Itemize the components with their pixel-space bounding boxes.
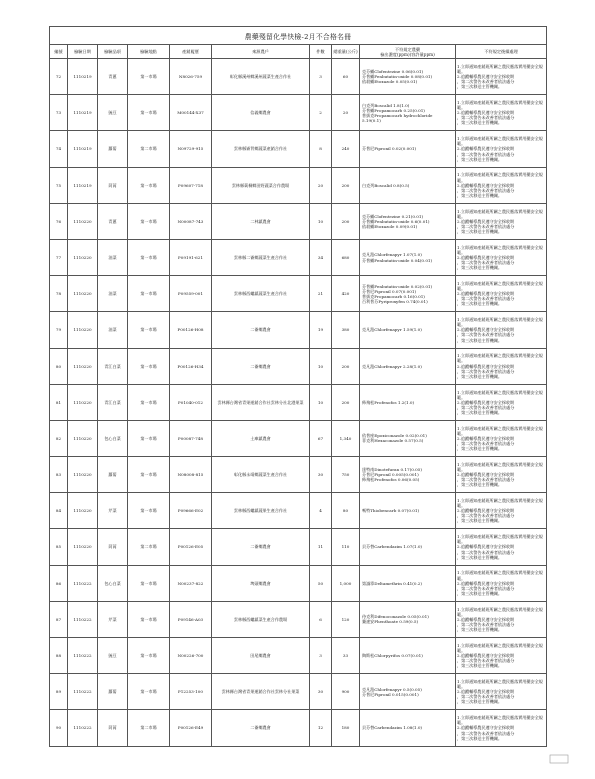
row-results: 待克利Difenoconazole 0.05(0.01) 賽速安Phenthoate 0.59(0.5) xyxy=(360,601,456,637)
row-followup-note: 1.立即通知產銷班所屬之農民應落實用藥安全規範。 2.追蹤輔導農民遵守安全採收期 ，第二次警告未改善者依法處分 ，第三次移送主管機關。 xyxy=(456,348,547,384)
row-weight: 33 xyxy=(332,638,360,674)
row-place: 第一市場 xyxy=(128,203,170,239)
row-results: 白克列Boscalid 1.8(1.0) 芬普蟎Propamocarb 0.25(0.01) 普拔克Propamocarb hydrochloride 5.19(0.1) xyxy=(360,95,456,131)
row-weight: 60 xyxy=(332,59,360,95)
header-weight: 總重量(公斤) xyxy=(332,45,360,59)
table-row xyxy=(50,276,547,312)
row-source: 雲林縣台灣省青果運銷合作社雲林分社北港果菜 xyxy=(212,384,310,420)
table-row xyxy=(50,312,547,348)
row-followup-note: 1.立即通知產銷班所屬之農民應落實用藥安全規範。 2.追蹤輔導農民遵守安全採收期 ，第二次警告未改善者依法處分 ，第三次移送主管機關。 xyxy=(456,710,547,746)
row-source: 雲林縣西螺鎮菜生產合作農場 xyxy=(212,601,310,637)
row-source: 二林鎮農會 xyxy=(212,203,310,239)
row-source: 土庫鎮農會 xyxy=(212,420,310,456)
header-date: 檢驗日期 xyxy=(68,45,98,59)
row-date: 1110219 xyxy=(68,59,98,95)
row-count: 8 xyxy=(310,131,332,167)
row-count: 10 xyxy=(310,384,332,420)
row-results: 芬普尼Fipronil 0.02(0.001) xyxy=(360,131,456,167)
row-count: 10 xyxy=(310,348,332,384)
row-source: 二崙鄉農會 xyxy=(212,710,310,746)
row-followup-note: 1.立即通知產銷班所屬之農民應落實用藥安全規範。 2.追蹤輔導農民遵守安全採收期 ，第二次警告未改善者依法處分 ，第三次移送主管機關。 xyxy=(456,529,547,565)
table-row xyxy=(50,601,547,637)
table-row xyxy=(50,638,547,674)
row-source: 二崙鄉農會 xyxy=(212,312,310,348)
row-no: 78 xyxy=(50,276,68,312)
row-followup-note: 1.立即通知產銷班所屬之農民應落實用藥安全規範。 2.追蹤輔導農民遵守安全採收期 ，第二次警告未改善者依法處分 ，第三次移送主管機關。 xyxy=(456,59,547,95)
row-date: 1110220 xyxy=(68,529,98,565)
row-no: 88 xyxy=(50,638,68,674)
row-no: 87 xyxy=(50,601,68,637)
row-followup-note: 1.立即通知產銷班所屬之農民應落實用藥安全規範。 2.追蹤輔導農民遵守安全採收期 ，第二次警告未改善者依法處分 ，第三次移送主管機關。 xyxy=(456,131,547,167)
row-place: 第一市場 xyxy=(128,457,170,493)
row-no: 79 xyxy=(50,312,68,348)
failed-list-table xyxy=(49,26,547,747)
table-row xyxy=(50,203,547,239)
row-code: P00126-E49 xyxy=(170,710,212,746)
row-weight: 380 xyxy=(332,312,360,348)
row-item: 蘿蔔 xyxy=(98,674,128,710)
row-no: 81 xyxy=(50,384,68,420)
row-source: 二崙鄉農會 xyxy=(212,348,310,384)
row-no: 83 xyxy=(50,457,68,493)
table-row xyxy=(50,529,547,565)
row-no: 90 xyxy=(50,710,68,746)
row-results: 貝芬替Carbendazim 1.07(1.0) xyxy=(360,529,456,565)
header-results: 不符規定農藥 檢出濃度(ppm)(容許量ppm) xyxy=(360,45,456,59)
row-place: 第一市場 xyxy=(128,601,170,637)
row-code: P00126-H34 xyxy=(170,348,212,384)
row-source: 雲林縣西螺鎮蔬菜生產合作社 xyxy=(212,276,310,312)
row-results: 芬普蟎Fenbutatin-oxide 0.02(0.01) 芬普尼Fipronil 0.07(0.001) 普拔克Propamocarb 0.16(0.01) 百利普芬Pyriproxyfen 0.74(0.01) xyxy=(360,276,456,312)
row-date: 1110219 xyxy=(68,95,98,131)
table-row xyxy=(50,674,547,710)
row-weight: 80 xyxy=(332,493,360,529)
row-weight: 200 xyxy=(332,384,360,420)
row-count: 3 xyxy=(310,638,332,674)
row-no: 89 xyxy=(50,674,68,710)
row-no: 85 xyxy=(50,529,68,565)
row-code: N00226-700 xyxy=(170,638,212,674)
row-no: 80 xyxy=(50,348,68,384)
row-results: 克芬蟎Clofentezine 0.06(0.01) 芬普蟎Fenbutatin-oxide 0.08(0.01) 依殺蟎Etoxazole 0.05(0.01) xyxy=(360,59,456,95)
row-item: 青蔥 xyxy=(98,203,128,239)
row-item: 青蔥 xyxy=(98,59,128,95)
row-count: 2 xyxy=(310,95,332,131)
row-source: 雲林縣莿桐鄉田野蔬菜合作農場 xyxy=(212,167,310,203)
row-no: 72 xyxy=(50,59,68,95)
row-count: 10 xyxy=(310,203,332,239)
row-followup-note: 1.立即通知產銷班所屬之農民應落實用藥安全規範。 2.追蹤輔導農民遵守安全採收期 ，第二次警告未改善者依法處分 ，第三次移送主管機關。 xyxy=(456,674,547,710)
row-item: 青江白菜 xyxy=(98,384,128,420)
row-followup-note: 1.立即通知產銷班所屬之農民應落實用藥安全規範。 2.追蹤輔導農民遵守安全採收期 ，第二次警告未改善者依法處分 ，第三次移送主管機關。 xyxy=(456,384,547,420)
row-results: 依普座Epoxiconazole 0.02(0.01) 菲克利Hexaconazole 0.57(0.5) xyxy=(360,420,456,456)
row-date: 1110220 xyxy=(68,203,98,239)
row-item: 茼蒿 xyxy=(98,167,128,203)
table-row xyxy=(50,457,547,493)
table-row xyxy=(50,420,547,456)
row-item: 豌豆 xyxy=(98,95,128,131)
row-followup-note: 1.立即通知產銷班所屬之農民應落實用藥安全規範。 2.追蹤輔導農民遵守安全採收期 ，第二次警告未改善者依法處分 ，第三次移送主管機關。 xyxy=(456,601,547,637)
row-place: 第一市場 xyxy=(128,239,170,275)
row-source: 彰化縣永靖鄉蔬菜生產合作社 xyxy=(212,457,310,493)
row-followup-note: 1.立即通知產銷班所屬之農民應落實用藥安全規範。 2.追蹤輔導農民遵守安全採收期 ，第二次警告未改善者依法處分 ，第三次移送主管機關。 xyxy=(456,565,547,601)
row-date: 1110219 xyxy=(68,131,98,167)
row-source: 雲林縣二崙鄉蔬菜生產合作社 xyxy=(212,239,310,275)
row-weight: 1,340 xyxy=(332,420,360,456)
row-results: 佈飛松Profenofos 1.2(1.0) xyxy=(360,384,456,420)
document-title: 農藥殘留化學快檢-2月不合格名冊 xyxy=(50,27,547,45)
row-code: N09729-915 xyxy=(170,131,212,167)
row-date: 1110220 xyxy=(68,384,98,420)
row-weight: 20 xyxy=(332,95,360,131)
page-corner-mark xyxy=(549,754,569,764)
header-source: 來源農戶 xyxy=(212,45,310,59)
table-row xyxy=(50,59,547,95)
row-code: N00237-822 xyxy=(170,565,212,601)
row-no: 84 xyxy=(50,493,68,529)
row-item: 蘿蔔 xyxy=(98,131,128,167)
row-place: 第一市場 xyxy=(128,420,170,456)
table-row xyxy=(50,493,547,529)
table-row xyxy=(50,131,547,167)
row-source: 雲林縣台灣省青果運銷合作社雲林分社果菜 xyxy=(212,674,310,710)
row-followup-note: 1.立即通知產銷班所屬之農民應落實用藥安全規範。 2.追蹤輔導農民遵守安全採收期 ，第二次警告未改善者依法處分 ，第三次移送主管機關。 xyxy=(456,239,547,275)
row-results: 嗎特Thiobencarb 0.07(0.01) xyxy=(360,493,456,529)
row-item: 蘿蔔 xyxy=(98,457,128,493)
row-date: 1110222 xyxy=(68,565,98,601)
table-row xyxy=(50,239,547,275)
row-followup-note: 1.立即通知產銷班所屬之農民應落實用藥安全規範。 2.追蹤輔導農民遵守安全採收期 ，第二次警告未改善者依法處分 ，第三次移送主管機關。 xyxy=(456,420,547,456)
row-followup-note: 1.立即通知產銷班所屬之農民應落實用藥安全規範。 2.追蹤輔導農民遵守安全採收期 ，第二次警告未改善者依法處分 ，第三次移送主管機關。 xyxy=(456,493,547,529)
row-weight: 900 xyxy=(332,674,360,710)
row-date: 1110222 xyxy=(68,601,98,637)
row-count: 34 xyxy=(310,239,332,275)
row-place: 第一市場 xyxy=(128,312,170,348)
row-weight: 110 xyxy=(332,529,360,565)
row-weight: 200 xyxy=(332,348,360,384)
header-no: 編號 xyxy=(50,45,68,59)
row-followup-note: 1.立即通知產銷班所屬之農民應落實用藥安全規範。 2.追蹤輔導農民遵守安全採收期 ，第二次警告未改善者依法處分 ，第三次移送主管機關。 xyxy=(456,312,547,348)
row-no: 86 xyxy=(50,565,68,601)
row-item: 芹菜 xyxy=(98,493,128,529)
row-results: 白克列Boscalid 0.8(0.5) xyxy=(360,167,456,203)
row-place: 第二市場 xyxy=(128,529,170,565)
row-item: 茼蒿 xyxy=(98,710,128,746)
row-place: 第二市場 xyxy=(128,131,170,167)
row-weight: 1,000 xyxy=(332,565,360,601)
row-code: M00144-X37 xyxy=(170,95,212,131)
row-count: 11 xyxy=(310,529,332,565)
row-code: P09607-718 xyxy=(170,167,212,203)
row-date: 1110220 xyxy=(68,457,98,493)
row-count: 21 xyxy=(310,276,332,312)
row-count: 12 xyxy=(310,710,332,746)
row-code: P00126-H08 xyxy=(170,312,212,348)
table-row xyxy=(50,95,547,131)
row-place: 第一市場 xyxy=(128,674,170,710)
row-date: 1110220 xyxy=(68,312,98,348)
row-source: 彰化縣溪州鄉溪州蔬菜生產合作社 xyxy=(212,59,310,95)
row-followup-note: 1.立即通知產銷班所屬之農民應落實用藥安全規範。 2.追蹤輔導農民遵守安全採收期 ，第二次警告未改善者依法處分 ，第三次移送主管機關。 xyxy=(456,276,547,312)
row-date: 1110220 xyxy=(68,239,98,275)
row-item: 青江白菜 xyxy=(98,348,128,384)
row-date: 1110222 xyxy=(68,674,98,710)
row-followup-note: 1.立即通知產銷班所屬之農民應落實用藥安全規範。 2.追蹤輔導農民遵守安全採收期 ，第二次警告未改善者依法處分 ，第三次移送主管機關。 xyxy=(456,638,547,674)
row-count: 20 xyxy=(310,167,332,203)
header-place: 檢驗地點 xyxy=(128,45,170,59)
row-count: 50 xyxy=(310,565,332,601)
row-date: 1110222 xyxy=(68,638,98,674)
row-count: 67 xyxy=(310,420,332,456)
row-results: 克凡派Chlorfenapyr 1.59(1.0) xyxy=(360,312,456,348)
row-item: 包心白菜 xyxy=(98,420,128,456)
row-weight: 680 xyxy=(332,239,360,275)
row-weight: 750 xyxy=(332,457,360,493)
row-weight: 180 xyxy=(332,710,360,746)
row-no: 73 xyxy=(50,95,68,131)
row-code: N8026-759 xyxy=(170,59,212,95)
row-count: 30 xyxy=(310,674,332,710)
row-results: 達特南Dinotefuran 0.17(0.05) 芬普尼Fipronil 0.005(0.001) 佈飛松Profenofos 0.06(0.05) xyxy=(360,457,456,493)
row-no: 76 xyxy=(50,203,68,239)
row-count: 3 xyxy=(310,59,332,95)
row-code: P09146-A03 xyxy=(170,601,212,637)
row-item: 油菜 xyxy=(98,312,128,348)
row-place: 第一市場 xyxy=(128,638,170,674)
row-weight: 200 xyxy=(332,203,360,239)
row-source: 雲林縣崙背鄉蔬菜產銷合作社 xyxy=(212,131,310,167)
row-item: 包心白菜 xyxy=(98,565,128,601)
row-date: 1110219 xyxy=(68,167,98,203)
row-place: 第一市場 xyxy=(128,276,170,312)
row-no: 82 xyxy=(50,420,68,456)
table-header-row xyxy=(50,45,547,59)
row-weight: 420 xyxy=(332,276,360,312)
row-place: 第一市場 xyxy=(128,167,170,203)
row-code: P12253-100 xyxy=(170,674,212,710)
row-count: 6 xyxy=(310,601,332,637)
row-results: 克凡派Chlorfenapyr 2.28(1.0) xyxy=(360,348,456,384)
table-row xyxy=(50,710,547,746)
row-date: 1110222 xyxy=(68,710,98,746)
row-followup-note: 1.立即通知產銷班所屬之農民應落實用藥安全規範。 2.追蹤輔導農民遵守安全採收期 ，第二次警告未改善者依法處分 ，第三次移送主管機關。 xyxy=(456,95,547,131)
row-code: P09191-621 xyxy=(170,239,212,275)
row-code: N08008-815 xyxy=(170,457,212,493)
row-item: 油菜 xyxy=(98,276,128,312)
row-date: 1110220 xyxy=(68,348,98,384)
row-item: 芹菜 xyxy=(98,601,128,637)
row-place: 第一市場 xyxy=(128,348,170,384)
row-place: 第一市場 xyxy=(128,59,170,95)
row-results: 克凡派Chlorfenapyr 0.5(0.05) 芬普尼Fipronil 0.015(0.001) xyxy=(360,674,456,710)
row-place: 第一市場 xyxy=(128,384,170,420)
table-row xyxy=(50,384,547,420)
row-item: 豌豆 xyxy=(98,638,128,674)
row-count: 4 xyxy=(310,493,332,529)
row-results: 第滅寧Deltamethrin 0.41(0.2) xyxy=(360,565,456,601)
row-date: 1110220 xyxy=(68,276,98,312)
row-item: 油菜 xyxy=(98,239,128,275)
row-place: 第二市場 xyxy=(128,710,170,746)
table-row xyxy=(50,565,547,601)
row-count: 19 xyxy=(310,312,332,348)
row-no: 77 xyxy=(50,239,68,275)
table-row xyxy=(50,167,547,203)
row-place: 第一市場 xyxy=(128,493,170,529)
row-results: 克凡派Chlorfenapyr 1.07(1.0) 芬普蟎Fenbutatin-oxide 0.04(0.01) xyxy=(360,239,456,275)
row-code: P09666-E02 xyxy=(170,493,212,529)
document-page xyxy=(49,26,546,747)
header-count: 件數 xyxy=(310,45,332,59)
row-weight: 240 xyxy=(332,131,360,167)
row-source: 雲林縣西螺鎮蔬果生產合作社 xyxy=(212,493,310,529)
row-source: 二崙鄉農會 xyxy=(212,529,310,565)
row-count: 30 xyxy=(310,457,332,493)
row-weight: 200 xyxy=(332,167,360,203)
row-place: 第一市場 xyxy=(128,565,170,601)
row-followup-note: 1.立即通知產銷班所屬之農民應落實用藥安全規範。 2.追蹤輔導農民遵守安全採收期 ，第二次警告未改善者依法處分 ，第三次移送主管機關。 xyxy=(456,167,547,203)
row-followup-note: 1.立即通知產銷班所屬之農民應落實用藥安全規範。 2.追蹤輔導農民遵守安全採收期 ，第二次警告未改善者依法處分 ，第三次移送主管機關。 xyxy=(456,203,547,239)
row-source: 信義鄉農會 xyxy=(212,95,310,131)
row-code: P01040-012 xyxy=(170,384,212,420)
row-no: 74 xyxy=(50,131,68,167)
row-source: 埤頭鄉農會 xyxy=(212,565,310,601)
row-no: 75 xyxy=(50,167,68,203)
row-results: 克芬蟎Clofentezine 0.21(0.01) 芬普蟎Fenbutatin-oxide 0.6(0.01) 依殺蟎Etoxazole 0.09(0.01) xyxy=(360,203,456,239)
row-date: 1110220 xyxy=(68,420,98,456)
row-place: 第一市場 xyxy=(128,95,170,131)
row-code: P00087-748 xyxy=(170,420,212,456)
row-code: P00126-E05 xyxy=(170,529,212,565)
row-followup-note: 1.立即通知產銷班所屬之農民應落實用藥安全規範。 2.追蹤輔導農民遵守安全採收期 ，第二次警告未改善者依法處分 ，第三次移送主管機關。 xyxy=(456,457,547,493)
header-followup: 不符規定後續處理 xyxy=(456,45,547,59)
row-results: 陶斯松Chlorpyrifos 0.07(0.01) xyxy=(360,638,456,674)
header-code: 產銷履歷 xyxy=(170,45,212,59)
row-source: 田尾鄉農會 xyxy=(212,638,310,674)
row-item: 茼蒿 xyxy=(98,529,128,565)
row-results: 貝芬替Carbendazim 1.08(1.0) xyxy=(360,710,456,746)
table-row xyxy=(50,348,547,384)
row-code: P09559-001 xyxy=(170,276,212,312)
header-item: 檢驗品項 xyxy=(98,45,128,59)
row-date: 1110220 xyxy=(68,493,98,529)
row-weight: 120 xyxy=(332,601,360,637)
row-code: N00087-743 xyxy=(170,203,212,239)
